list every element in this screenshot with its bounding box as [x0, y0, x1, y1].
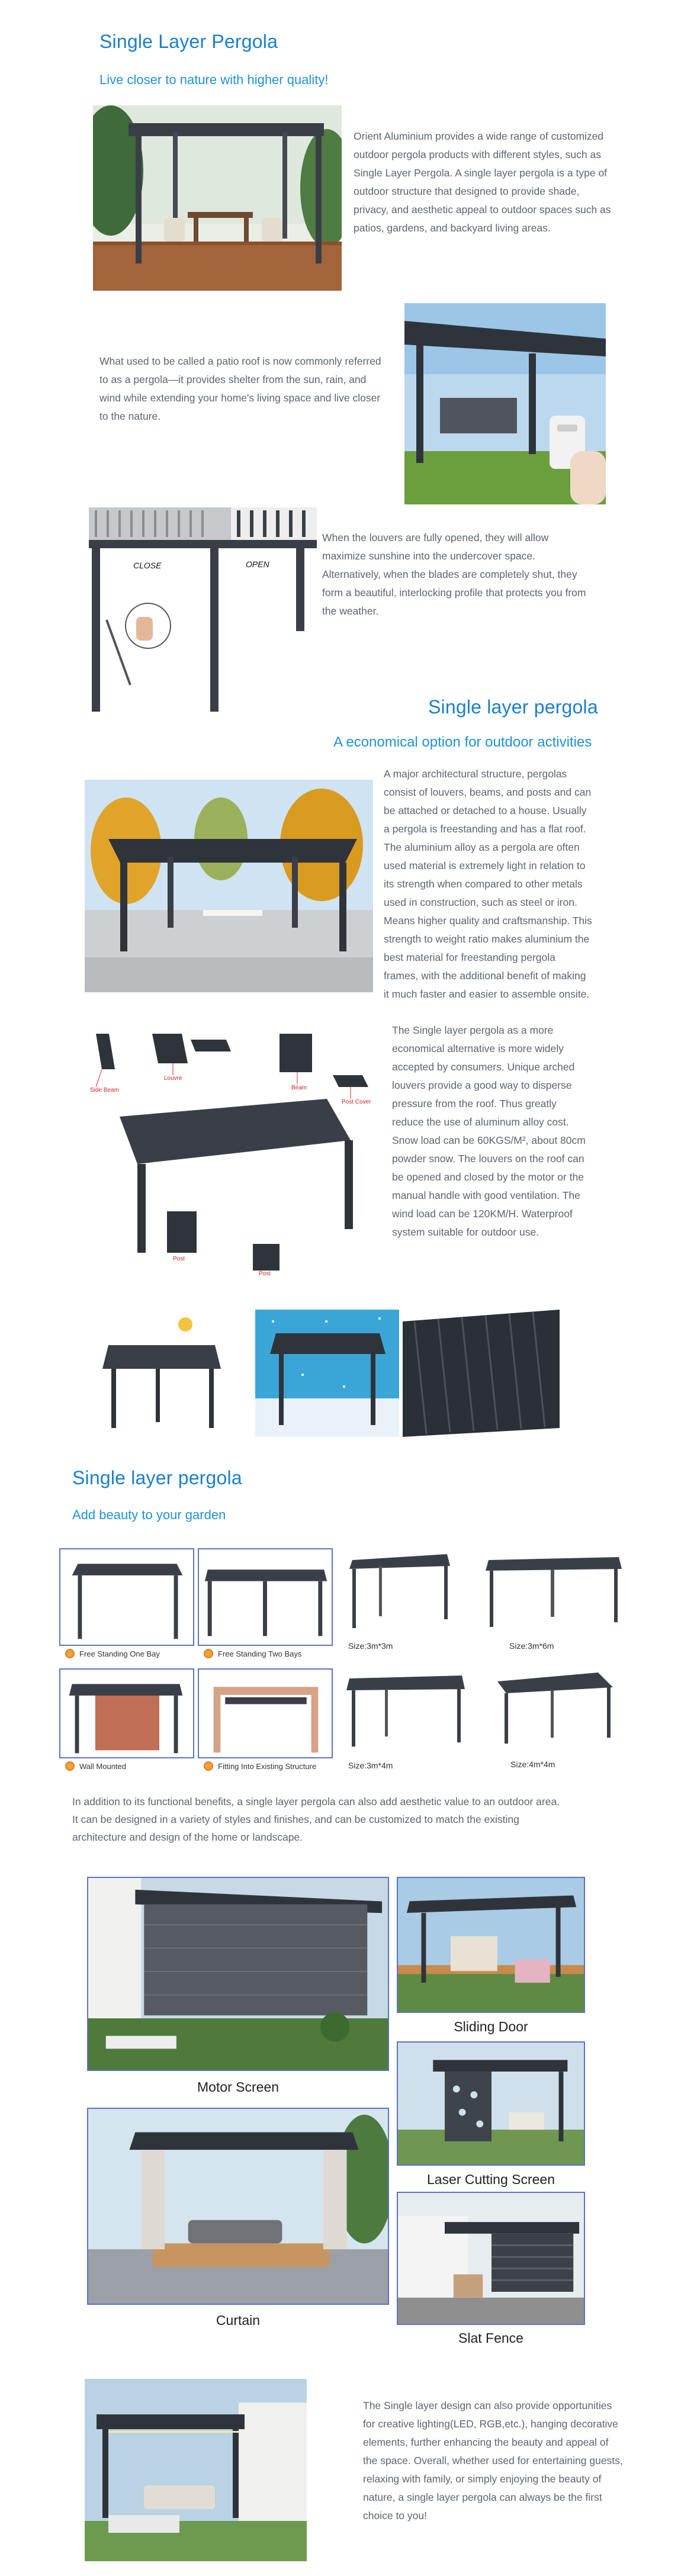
option-existing-structure-label: Fitting Into Existing Structure [218, 1761, 317, 1771]
option-existing-structure-image [198, 1668, 333, 1758]
option-one-bay[interactable] [65, 1649, 160, 1658]
option-existing-structure-icon [204, 1761, 213, 1771]
caption-slat-fence: Slat Fence [458, 2330, 523, 2346]
size-3x6-image [483, 1548, 625, 1631]
option-wall-mounted-image [59, 1668, 194, 1758]
lighting-pergola-photo [85, 2379, 307, 2561]
louvers-paragraph: When the louvers are fully opened, they will allow maximize sunshine into the undercover space. Alternatively, when the blades are completely shut, they form a beautiful, interlocking profile that protects you from the weather. [322, 532, 586, 617]
open-label: OPEN [246, 559, 269, 569]
part-label-louvre: Louvre [164, 1075, 182, 1082]
motor-screen-photo [87, 1877, 389, 2071]
size-3x4-image [343, 1667, 471, 1752]
option-two-bays-icon [204, 1649, 213, 1658]
laser-cutting-screen-photo [397, 2041, 585, 2166]
caption-motor-screen: Motor Screen [197, 2079, 280, 2095]
part-label-post-2: Post [259, 1271, 271, 1276]
parts-diagram [84, 1028, 383, 1276]
option-one-bay-icon [65, 1649, 75, 1658]
pergola-louver-closeup-photo [403, 1310, 560, 1437]
option-wall-mounted[interactable] [65, 1761, 126, 1771]
close-label: CLOSE [133, 561, 162, 570]
size-3x3-image [343, 1548, 456, 1634]
option-existing-structure[interactable] [204, 1761, 316, 1771]
economical-paragraph: The Single layer pergola as a more economical alternative is more widely accepted by consumers. Unique arched louvers provide a good way to disperse pressure from the roof. Thus greatly reduce the use of aluminum alloy cost. Snow load can be 60KGS/M², about 80cm powder snow. The louvers on the roof can be opened and closed by the motor or the manual handle with good ventilation. The wind load can be 120KM/H. Waterproof system suitable for outdoor use. [392, 1024, 586, 1238]
size-4x4-label: Size:4m*4m [510, 1760, 555, 1769]
section2-title: Single layer pergola [428, 696, 598, 718]
pergola-snow-photo [255, 1310, 399, 1437]
size-4x4-image [492, 1667, 619, 1750]
patio-roof-paragraph: What used to be called a patio roof is now commonly referred to as a pergola—it provides shelter from the sun, rain, and wind while extending your home's living space and live closer to the nature. [99, 355, 381, 422]
pergola-material-paragraph: A major architectural structure, pergolas consist of louvers, beams, and posts and can be attached or detached to a house. Usually a pergola is freestanding and has a flat roof. The aluminium alloy as a pergola are often used material is extremely light in relation to its strength when compared to other metals used in construction, such as steel or iron. Means higher quality and craftsmanship. This strength to weight ratio makes aluminium the best material for freestanding pergola frames, with the additional benefit of making it much faster and easier to assemble onsite. [384, 768, 592, 1000]
curtain-photo [87, 2108, 389, 2305]
section3-title: Single layer pergola [72, 1467, 242, 1488]
part-label-beam: Beam [291, 1085, 307, 1091]
pergola-deck-photo [93, 105, 342, 291]
part-label-side-beam: Side Beam [90, 1087, 119, 1094]
size-3x4-label: Size:3m*4m [348, 1761, 393, 1770]
caption-sliding-door: Sliding Door [454, 2019, 528, 2034]
pergola-sun-photo [85, 1310, 233, 1437]
option-wall-mounted-icon [65, 1761, 75, 1771]
option-one-bay-image [59, 1548, 194, 1646]
caption-laser-cutting-screen: Laser Cutting Screen [426, 2172, 555, 2187]
pergola-garden-photo [85, 780, 373, 992]
final-paragraph: The Single layer design can also provide opportunities for creative lighting(LED, RGB,etc.), hanging decorative elements, further enhancing the beauty and appeal of the space. Overall, whether used for entertaining guests, relaxing with family, or simply enjoying the beauty of nature, a single layer pergola can always be the first choice to you! [363, 2400, 623, 2522]
sliding-door-photo [397, 1877, 585, 2013]
option-two-bays-label: Free Standing Two Bays [218, 1649, 302, 1658]
size-3x3-label: Size:3m*3m [348, 1641, 393, 1651]
option-wall-mounted-label: Wall Mounted [79, 1761, 126, 1771]
part-label-post-cover: Post Cover [342, 1099, 371, 1105]
size-3x6-label: Size:3m*6m [509, 1641, 554, 1651]
intro-paragraph: Orient Aluminium provides a wide range of customized outdoor pergola products with different styles, such as Single Layer Pergola. A single layer pergola is a type of outdoor structure that designed to provide shade, privacy, and aesthetic appeal to outdoor spaces such as patios, gardens, and backyard living areas. [354, 130, 611, 234]
section3-subtitle: Add beauty to your garden [72, 1507, 226, 1522]
option-one-bay-label: Free Standing One Bay [79, 1649, 160, 1658]
caption-curtain: Curtain [216, 2313, 261, 2328]
part-label-post-1: Post [173, 1256, 185, 1262]
slat-fence-photo [397, 2192, 585, 2325]
option-two-bays[interactable] [204, 1649, 301, 1658]
louver-open-close-diagram [89, 507, 317, 712]
pergola-remote-photo [404, 303, 606, 504]
aesthetic-paragraph: In addition to its functional benefits, a single layer pergola can also add aesthetic value to an outdoor area. It can be designed in a variety of styles and finishes, and can be customized to match the existing architecture and design of the home or landscape. [72, 1796, 560, 1843]
page-title: Single Layer Pergola [99, 31, 278, 52]
option-two-bays-image [198, 1548, 333, 1646]
section2-subtitle: A economical option for outdoor activities [333, 734, 592, 750]
pergola-material-paragraph-a [384, 765, 592, 1004]
page-subtitle: Live closer to nature with higher quality! [99, 72, 329, 87]
